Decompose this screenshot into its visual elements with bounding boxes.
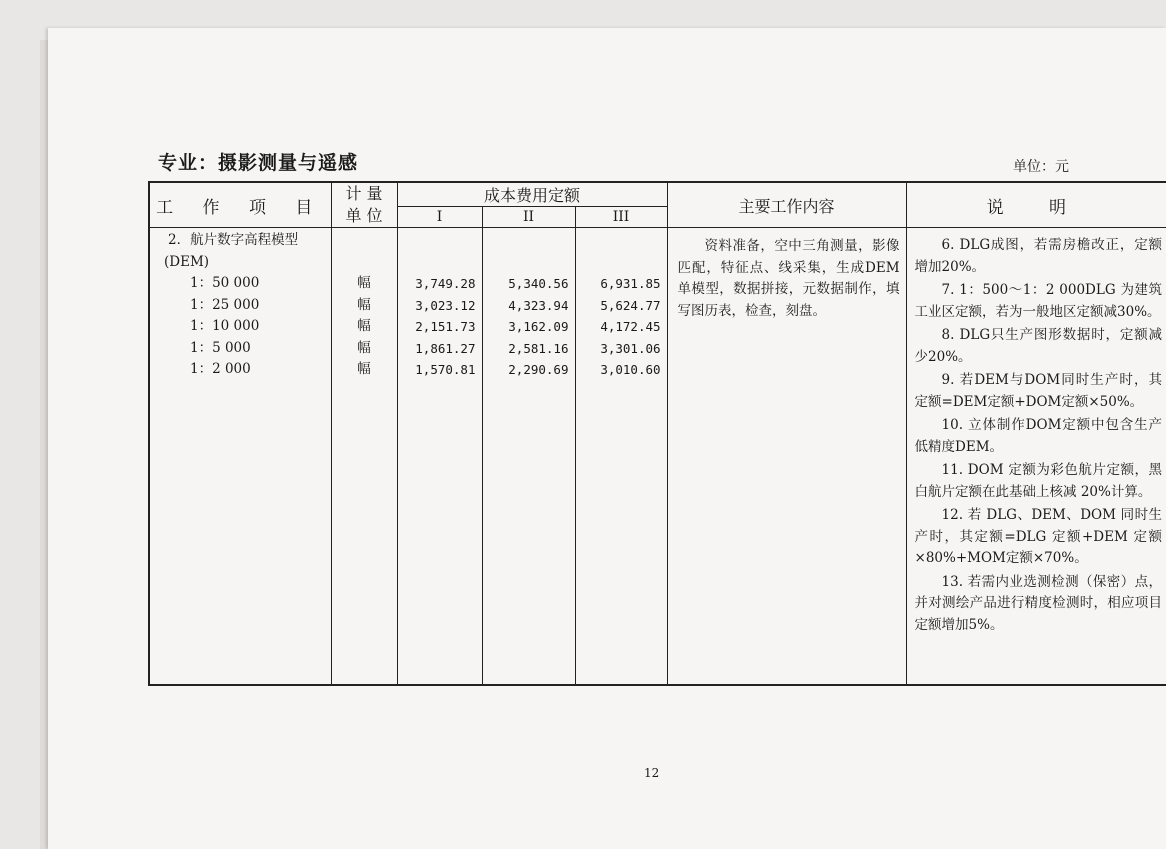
header-level-1: I	[397, 207, 482, 228]
cost-value: 5,340.56	[508, 276, 569, 291]
unit-value: 幅	[357, 296, 371, 313]
cost-value: 3,749.28	[415, 276, 476, 291]
header-unit	[331, 182, 397, 228]
cost-value: 4,172.45	[600, 319, 661, 334]
level-1-cell	[397, 228, 482, 686]
note-item: 7. 1：500～1：2 000DLG 为建筑工业区定额，若为一般地区定额减30%。	[914, 282, 1163, 320]
header-work-item: 工 作 项 目	[149, 182, 331, 228]
note-item: 8. DLG只生产图形数据时，定额减少20%。	[914, 327, 1163, 365]
cost-value: 1,570.81	[415, 362, 476, 377]
unit-label: 单位：元	[1013, 159, 1069, 175]
work-item-cell	[149, 228, 331, 686]
cost-value: 3,010.60	[600, 362, 661, 377]
unit-cell	[331, 228, 397, 686]
page-title: 专业：摄影测量与遥感	[158, 152, 359, 174]
level-2-cell	[482, 228, 575, 686]
header-level-3: III	[575, 207, 667, 228]
item-title: 2．航片数字高程模型	[168, 232, 299, 248]
scale-label: 1：50 000	[190, 275, 260, 291]
notes-cell	[906, 228, 1166, 686]
note-item: 10. 立体制作DOM定额中包含生产低精度DEM。	[914, 417, 1163, 455]
page-number: 12	[644, 766, 660, 780]
unit-value: 幅	[357, 361, 371, 377]
header-unit-line2: 单 位	[345, 206, 383, 225]
cost-value: 4,323.94	[508, 297, 569, 313]
cost-value: 2,151.73	[415, 319, 476, 334]
unit-value: 幅	[357, 275, 371, 291]
cost-value: 3,023.12	[415, 297, 476, 313]
quota-table-wrapper	[148, 181, 1166, 686]
note-item: 6. DLG成图，若需房檐改正，定额增加20%。	[914, 237, 1163, 275]
header-level-2: II	[482, 207, 575, 228]
header-notes: 说 明	[906, 182, 1166, 228]
note-item: 11. DOM 定额为彩色航片定额，黑白航片定额在此基础上核减 20%计算。	[914, 462, 1163, 500]
main-content-cell	[667, 228, 906, 686]
note-item: 9. 若DEM与DOM同时生产时，其定额=DEM定额+DOM定额×50%。	[914, 372, 1163, 410]
cost-value: 6,931.85	[600, 276, 661, 291]
level-3-cell	[575, 228, 667, 686]
cost-value: 3,301.06	[600, 340, 661, 356]
header-main-content: 主要工作内容	[667, 182, 906, 228]
scale-label: 1：5 000	[190, 339, 251, 356]
cost-value: 2,290.69	[508, 362, 569, 377]
header-unit-line1: 计 量	[345, 184, 383, 203]
note-item: 12. 若 DLG、DEM、DOM 同时生产时，其定额=DLG 定额+DEM 定额×80%+MOM定额×70%。	[914, 507, 1163, 566]
main-content-text: 资料准备，空中三角测量，影像匹配，特征点、线采集，生成DEM单模型，数据拼接，元数据制作，填写图历表，检查，刻盘。	[677, 238, 900, 319]
cost-value: 3,162.09	[508, 319, 569, 334]
unit-value: 幅	[357, 318, 371, 334]
cost-value: 5,624.77	[600, 297, 661, 313]
item-subtitle: (DEM)	[164, 253, 210, 270]
scale-label: 1：10 000	[190, 318, 260, 334]
header-cost-quota: 成本费用定额	[397, 182, 667, 207]
cost-value: 1,861.27	[415, 340, 476, 356]
quota-table	[148, 181, 1166, 686]
note-item: 13. 若需内业选测检测（保密）点，并对测绘产品进行精度检测时，相应项目定额增加5%。	[914, 573, 1163, 633]
scale-label: 1：25 000	[190, 296, 260, 313]
scale-label: 1：2 000	[190, 361, 251, 377]
cost-value: 2,581.16	[508, 340, 569, 356]
unit-value: 幅	[357, 339, 371, 356]
